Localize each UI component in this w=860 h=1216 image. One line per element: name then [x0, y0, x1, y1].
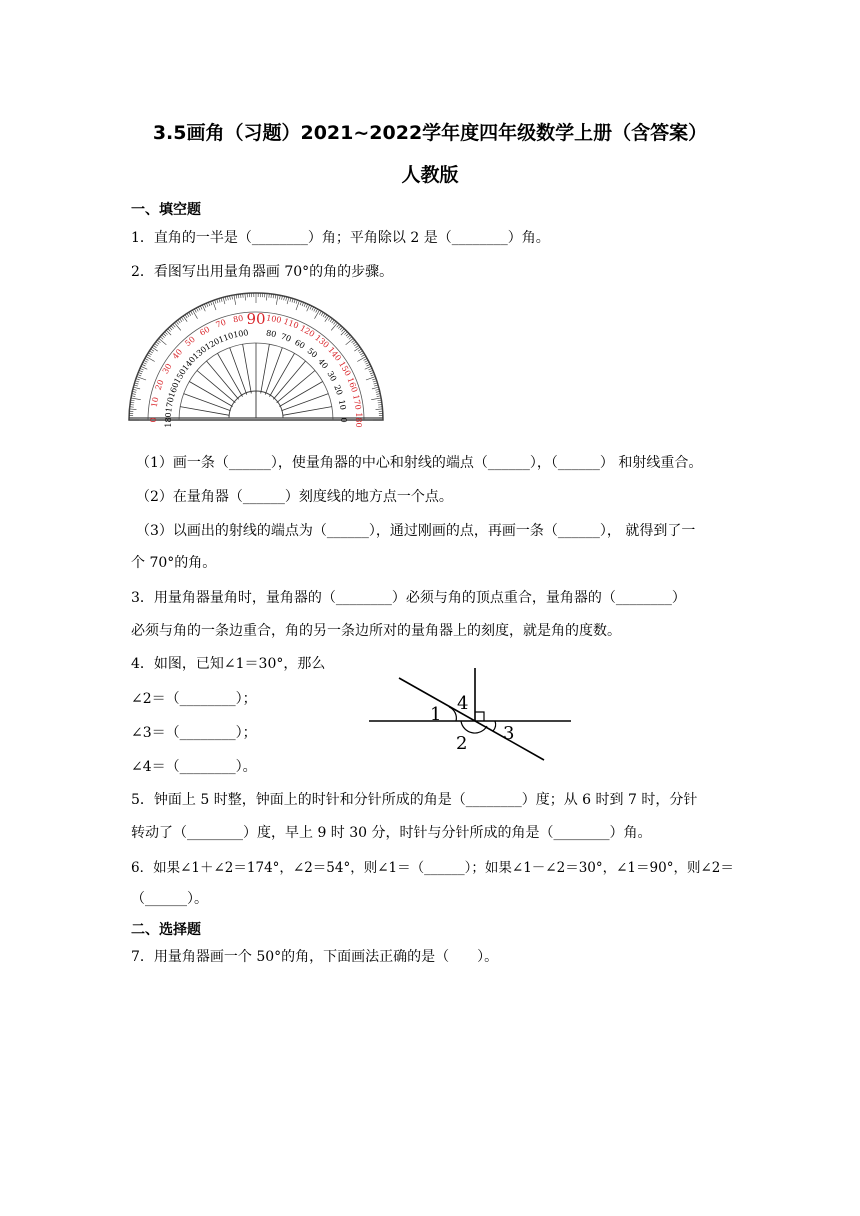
protractor-outer-label: 170 [351, 393, 363, 411]
protractor-inner-label: 150 [172, 367, 188, 386]
question-6-line-2: （______）。 [131, 891, 208, 907]
right-angle-mark [475, 712, 484, 721]
protractor-outer-label: 160 [345, 376, 360, 394]
question-6-line-1: 6．如果∠1＋∠2＝174°，∠2＝54°，则∠1＝（______）；如果∠1－∠2＝30°，∠1＝90°，则∠2＝ [131, 860, 734, 876]
protractor-center-label: 90 [246, 310, 266, 328]
protractor-inner-label: 180 [164, 412, 173, 428]
diagonal-line [399, 678, 544, 760]
angle-2-arc [461, 721, 487, 733]
protractor-figure [127, 290, 387, 430]
question-7: 7．用量角器画一个 50°的角，下面画法正确的是（ ）。 [131, 949, 499, 965]
question-3-line-1: 3．用量角器量角时，量角器的（________）必须与角的顶点重合，量角器的（________） [131, 590, 686, 606]
protractor-outer-label: 130 [313, 333, 331, 350]
protractor-inner-label: 110 [217, 330, 235, 345]
angle-diagram [366, 664, 576, 764]
protractor-inner-label: 130 [191, 344, 209, 362]
question-2-step-2: （2）在量角器（______）刻度线的地方点一个点。 [136, 489, 453, 505]
protractor-inner-label: 30 [325, 369, 339, 383]
question-2-step-1: （1）画一条（______），使量角器的中心和射线的端点（______），（______） 和射线重合。 [136, 455, 703, 471]
question-2-step-3-line-2: 个 70°的角。 [131, 555, 217, 571]
angle-label-4: 4 [457, 693, 469, 714]
protractor-inner-label: 40 [316, 356, 330, 371]
protractor-outer-label: 20 [153, 378, 166, 392]
protractor-outer-label: 40 [170, 347, 185, 361]
angle-3-arc [493, 721, 496, 731]
protractor-inner-label: 50 [305, 346, 320, 360]
protractor-inner-label: 20 [332, 383, 345, 397]
angle-label-1: 1 [430, 704, 442, 725]
protractor-inner-label: 0 [339, 417, 348, 423]
protractor-outer-label: 70 [214, 317, 228, 330]
angle-label-3: 3 [503, 723, 515, 744]
protractor-outer-label: 140 [326, 345, 343, 363]
protractor-inner-label: 10 [336, 399, 348, 411]
question-5-line-1: 5．钟面上 5 时整，钟面上的时针和分针所成的角是（________）度；从 6 时到 7 时，分针 [131, 792, 698, 808]
protractor-outer-label: 60 [198, 324, 212, 338]
question-4-angle-4: ∠4＝（________）。 [131, 759, 257, 775]
protractor-inner-label: 100 [232, 328, 250, 340]
protractor-outer-label: 0 [149, 417, 158, 423]
protractor-inner-label: 160 [166, 381, 181, 399]
protractor-outer-label: 80 [232, 313, 244, 325]
question-5-line-2: 转动了（________）度，早上 9 时 30 分，时针与分针所成的角是（________）角。 [131, 825, 652, 841]
section-heading-multiple-choice: 二、选择题 [131, 922, 201, 938]
document-title: 3.5画角（习题）2021~2022学年度四年级数学上册（含答案） [152, 122, 708, 144]
protractor-inner-label: 70 [279, 331, 293, 344]
protractor-outer-label: 30 [160, 362, 174, 376]
angle-label-2: 2 [456, 733, 468, 754]
question-4-angle-2: ∠2＝（________）； [131, 691, 257, 707]
protractor-outer-label: 50 [183, 334, 197, 349]
protractor-outer-label: 180 [354, 412, 363, 428]
protractor-outer-label: 150 [337, 359, 353, 378]
question-2-stem: 2．看图写出用量角器画 70°的角的步骤。 [131, 264, 394, 280]
protractor-outer-label: 10 [149, 396, 161, 408]
protractor-outer-label: 120 [298, 323, 317, 339]
protractor-inner-label: 60 [293, 337, 307, 351]
protractor-outer-label: 100 [265, 313, 283, 325]
question-4-angle-3: ∠3＝（________）； [131, 725, 257, 741]
document-subtitle: 人教版 [401, 164, 459, 186]
question-2-step-3-line-1: （3）以画出的射线的端点为（______），通过刚画的点，再画一条（______）， 就得到了一 [136, 523, 696, 539]
protractor-outer-label: 110 [282, 316, 300, 331]
protractor-inner-label: 170 [164, 396, 176, 414]
section-heading-fill-blank: 一、填空题 [131, 202, 201, 218]
protractor-inner-label: 120 [203, 336, 222, 352]
question-3-line-2: 必须与角的一条边重合，角的另一条边所对的量角器上的刻度，就是角的度数。 [131, 623, 621, 639]
protractor-inner-label: 80 [265, 328, 277, 340]
question-4-stem: 4．如图，已知∠1＝30°，那么 [131, 656, 326, 672]
question-1: 1．直角的一半是（________）角；平角除以 2 是（________）角。 [131, 230, 550, 246]
protractor-inner-label: 140 [180, 355, 198, 373]
